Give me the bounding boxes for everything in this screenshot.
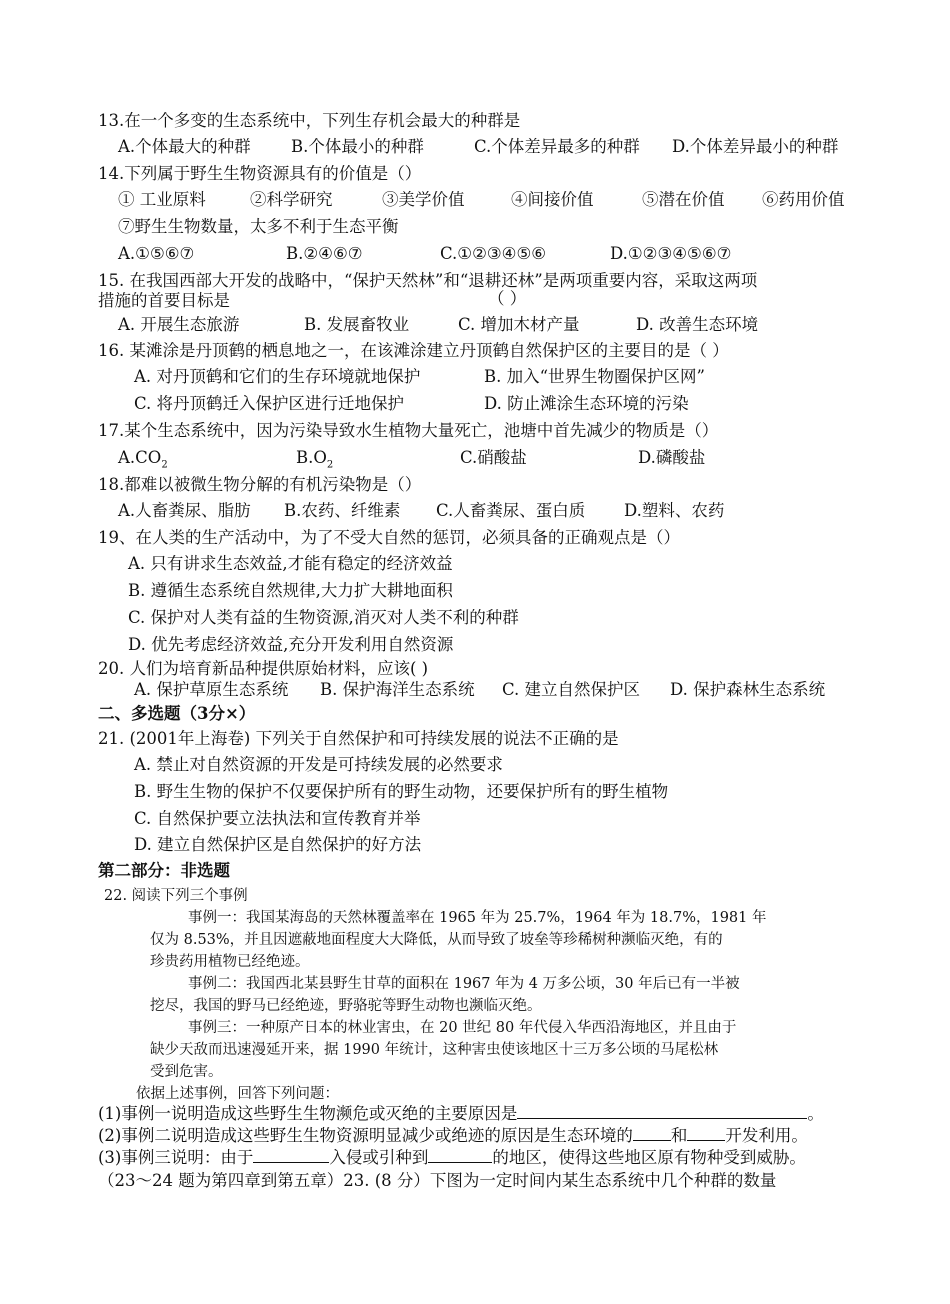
q15-option-c: C. 增加木材产量 — [458, 315, 580, 334]
q17-option-c: C.硝酸盐 — [460, 448, 527, 467]
q13-option-d: D.个体差异最小的种群 — [672, 137, 839, 156]
q14-option-b: B.②④⑥⑦ — [286, 244, 363, 263]
q19-option-a: A. 只有讲求生态效益,才能有稳定的经济效益 — [128, 554, 453, 573]
q19-option-d: D. 优先考虑经济效益,充分开发利用自然资源 — [128, 635, 454, 654]
q22-part2-blank2[interactable] — [687, 1125, 725, 1141]
q21-stem: 21. (2001年上海卷) 下列关于自然保护和可持续发展的说法不正确的是 — [98, 729, 619, 748]
q22-part1-blank[interactable] — [517, 1103, 807, 1119]
q18-option-c: C.人畜粪尿、蛋白质 — [436, 501, 586, 520]
q13-stem: 13.在一个多变的生态系统中，下列生存机会最大的种群是 — [98, 111, 521, 130]
q21-option-a: A. 禁止对自然资源的开发是可持续发展的必然要求 — [134, 755, 503, 774]
q16-option-c: C. 将丹顶鹤迁入保护区进行迁地保护 — [134, 394, 405, 413]
q18-option-d: D.塑料、农药 — [624, 501, 725, 520]
q13-option-c: C.个体差异最多的种群 — [474, 137, 640, 156]
q17-option-d: D.磷酸盐 — [638, 448, 706, 467]
q22-case3-line3: 受到危害。 — [150, 1064, 223, 1080]
q19-stem: 19、在人类的生产活动中，为了不受大自然的惩罚，必须具备的正确观点是（） — [98, 528, 680, 547]
q22-case1-line3: 珍贵药用植物已经绝迹。 — [150, 954, 310, 970]
q22-stem: 22. 阅读下列三个事例 — [104, 888, 248, 904]
q14-option-c: C.①②③④⑤⑥ — [440, 244, 547, 263]
q16-option-b: B. 加入“世界生物圈保护区网” — [484, 367, 705, 386]
q14-stem: 14.下列属于野生生物资源具有的价值是（） — [98, 164, 422, 183]
q15-stem-line2: 措施的首要目标是 — [98, 291, 230, 310]
q13-option-a: A.个体最大的种群 — [118, 137, 251, 156]
q22-part1: (1)事例一说明造成这些野生生物濒危或灭绝的主要原因是 。 — [98, 1104, 824, 1123]
q22-part3-blank2[interactable] — [428, 1147, 492, 1163]
q22-case2-line2: 挖尽，我国的野马已经绝迹，野骆驼等野生动物也濒临灭绝。 — [150, 998, 542, 1014]
q14-option-d: D.①②③④⑤⑥⑦ — [610, 244, 732, 263]
q22-part3-blank1[interactable] — [253, 1147, 329, 1163]
q22-case2-line1: 事例二：我国西北某县野生甘草的面积在 1967 年为 4 万多公顷，30 年后已有一半被 — [188, 976, 740, 992]
section-heading-multiple-choice: 二、多选题（3分×） — [98, 704, 256, 723]
q22-part2-blank1[interactable] — [633, 1125, 671, 1141]
q20-option-b: B. 保护海洋生态系统 — [320, 680, 475, 699]
q18-stem: 18.都难以被微生物分解的有机污染物是（） — [98, 475, 422, 494]
q14-option-a: A.①⑤⑥⑦ — [118, 244, 195, 263]
q19-option-c: C. 保护对人类有益的生物资源,消灭对人类不利的种群 — [128, 608, 519, 627]
q19-option-b: B. 遵循生态系统自然规律,大力扩大耕地面积 — [128, 581, 453, 600]
q21-option-d: D. 建立自然保护区是自然保护的好方法 — [134, 835, 422, 854]
q13-option-b: B.个体最小的种群 — [291, 137, 424, 156]
q15-option-d: D. 改善生态环境 — [636, 315, 759, 334]
q23-stem: （23～24 题为第四章到第五章）23. (8 分）下图为一定时间内某生态系统中几个种群的数量 — [98, 1171, 777, 1190]
q14-item-6: ⑥药用价值 — [762, 190, 845, 209]
q15-stem-line1: 15. 在我国西部大开发的战略中，“保护天然林”和“退耕还林”是两项重要内容，采取这两项 — [98, 271, 758, 290]
part-heading-non-choice: 第二部分：非选题 — [98, 861, 230, 880]
q20-option-c: C. 建立自然保护区 — [502, 680, 641, 699]
q20-stem: 20. 人们为培育新品种提供原始材料，应该( ) — [98, 659, 429, 678]
q22-case1-line1: 事例一：我国某海岛的天然林覆盖率在 1965 年为 25.7%，1964 年为 18.7%，1981 年 — [188, 910, 767, 926]
q22-part3: (3)事例三说明：由于 入侵或引种到 的地区，使得这些地区原有物种受到威胁。 — [98, 1148, 806, 1167]
q17-option-b: $B.O_2$ — [296, 448, 334, 471]
q22-case3-line1: 事例三：一种原产日本的林业害虫，在 20 世纪 80 年代侵入华西沿海地区，并且由于 — [188, 1020, 737, 1036]
q14-item-2: ②科学研究 — [250, 190, 333, 209]
q18-option-a: A.人畜粪尿、脂肪 — [118, 501, 251, 520]
q14-item-1: ① 工业原料 — [118, 190, 206, 209]
q14-item-3: ③美学价值 — [382, 190, 465, 209]
q22-part2: (2)事例二说明造成这些野生生物资源明显减少或绝迹的原因是生态环境的 和 开发利用。 — [98, 1126, 808, 1145]
q22-case1-line2: 仅为 8.53%，并且因遮蔽地面程度大大降低，从而导致了坡垒等珍稀树种濒临灭绝，有的 — [150, 932, 723, 948]
q18-option-b: B.农药、纤维素 — [284, 501, 401, 520]
q20-option-d: D. 保护森林生态系统 — [670, 680, 826, 699]
q14-item-5: ⑤潜在价值 — [642, 190, 725, 209]
q20-option-a: A. 保护草原生态系统 — [134, 680, 289, 699]
q22-prompt: 依据上述事例，回答下列问题： — [136, 1086, 339, 1102]
q17-stem: 17.某个生态系统中，因为污染导致水生植物大量死亡，池塘中首先减少的物质是（） — [98, 421, 719, 440]
q15-option-b: B. 发展畜牧业 — [304, 315, 410, 334]
q21-option-b: B. 野生生物的保护不仅要保护所有的野生动物，还要保护所有的野生植物 — [134, 782, 669, 801]
q16-option-a: A. 对丹顶鹤和它们的生存环境就地保护 — [134, 367, 421, 386]
q14-item-4: ④间接价值 — [511, 190, 594, 209]
q22-case3-line2: 缺少天敌而迅速漫延开来，据 1990 年统计，这种害虫使该地区十三万多公顷的马尾松林 — [150, 1042, 719, 1058]
q15-paren: （ ） — [488, 289, 527, 308]
q17-option-a: $A.CO_2$ — [118, 448, 168, 471]
q16-option-d: D. 防止滩涂生态环境的污染 — [484, 394, 689, 413]
q14-item-7: ⑦野生生物数量，太多不利于生态平衡 — [118, 217, 399, 236]
q21-option-c: C. 自然保护要立法执法和宣传教育并举 — [134, 809, 421, 828]
q16-stem: 16. 某滩涂是丹顶鹤的栖息地之一，在该滩涂建立丹顶鹤自然保护区的主要目的是（ ） — [98, 341, 729, 360]
q15-option-a: A. 开展生态旅游 — [118, 315, 240, 334]
